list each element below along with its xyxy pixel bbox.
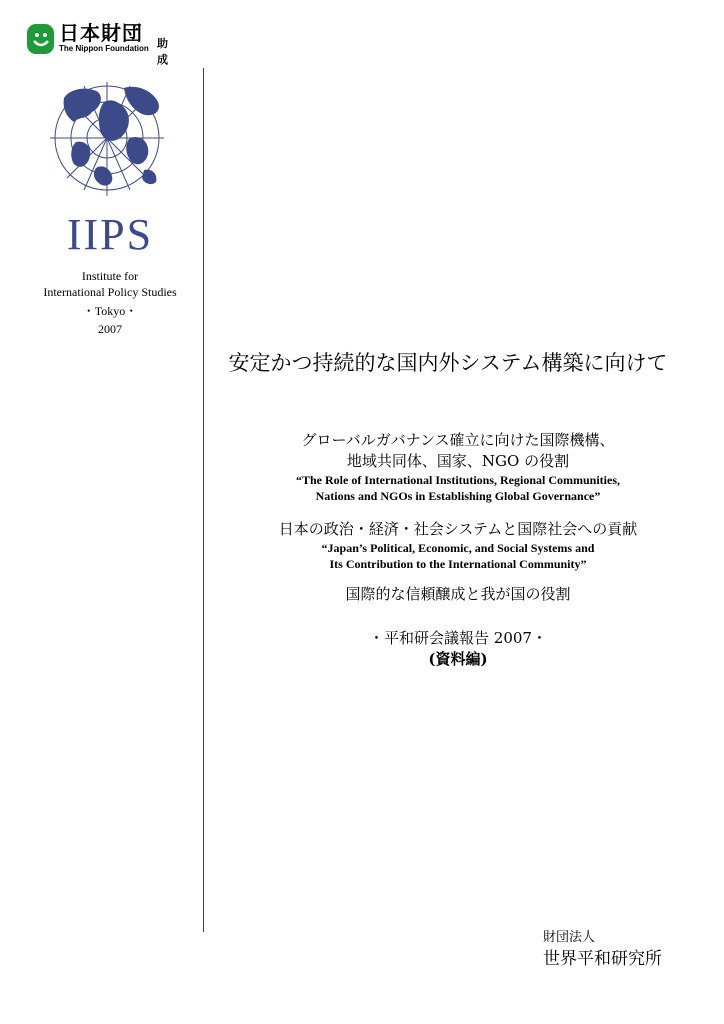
institute-city: ・Tokyo・ <box>82 304 138 318</box>
nippon-foundation-logo <box>26 21 168 66</box>
vertical-divider <box>203 68 204 932</box>
sponsor-label: 助成 <box>157 37 168 66</box>
report-line2: (資料編) <box>428 650 488 668</box>
document-title: 安定かつ持続的な国内外システム構築に向けて <box>228 351 668 375</box>
globe-map-icon <box>40 80 175 200</box>
publisher <box>543 929 662 971</box>
section-1-jp-line2: 地域共同体、国家、NGO の役割 <box>346 452 570 470</box>
section-2-en-line2: Its Contribution to the International Community” <box>329 557 587 571</box>
publisher-name: 世界平和研究所 <box>543 949 662 969</box>
section-1-jp-line1: グローバルガバナンス確立に向けた国際機構、 <box>301 431 615 449</box>
section-3 <box>223 584 693 605</box>
section-1-en-line1: “The Role of International Institutions, Regional Communities, <box>295 473 621 487</box>
sponsor-name-en: The Nippon Foundation <box>59 44 149 53</box>
section-1-en-line2: Nations and NGOs in Establishing Global Governance” <box>315 489 601 503</box>
section-1 <box>223 430 693 504</box>
institute-line1: Institute for <box>81 269 139 283</box>
sponsor-name-jp: 日本財団 <box>59 21 143 45</box>
report-label <box>223 628 693 670</box>
section-2-jp-line1: 日本の政治・経済・社会システムと国際社会への貢献 <box>278 520 638 538</box>
institute-year: 2007 <box>98 322 122 336</box>
institute-line2: International Policy Studies <box>43 285 177 299</box>
report-line1: ・平和研会議報告 2007・ <box>369 629 547 647</box>
section-2-en-line1: “Japan’s Political, Economic, and Social Systems and <box>321 541 595 555</box>
iips-wordmark: IIPS <box>66 210 154 259</box>
nippon-foundation-mark-icon <box>26 22 56 56</box>
section-3-jp-line1: 国際的な信頼醸成と我が国の役割 <box>345 585 571 603</box>
section-2 <box>223 519 693 572</box>
publisher-type: 財団法人 <box>543 930 596 945</box>
